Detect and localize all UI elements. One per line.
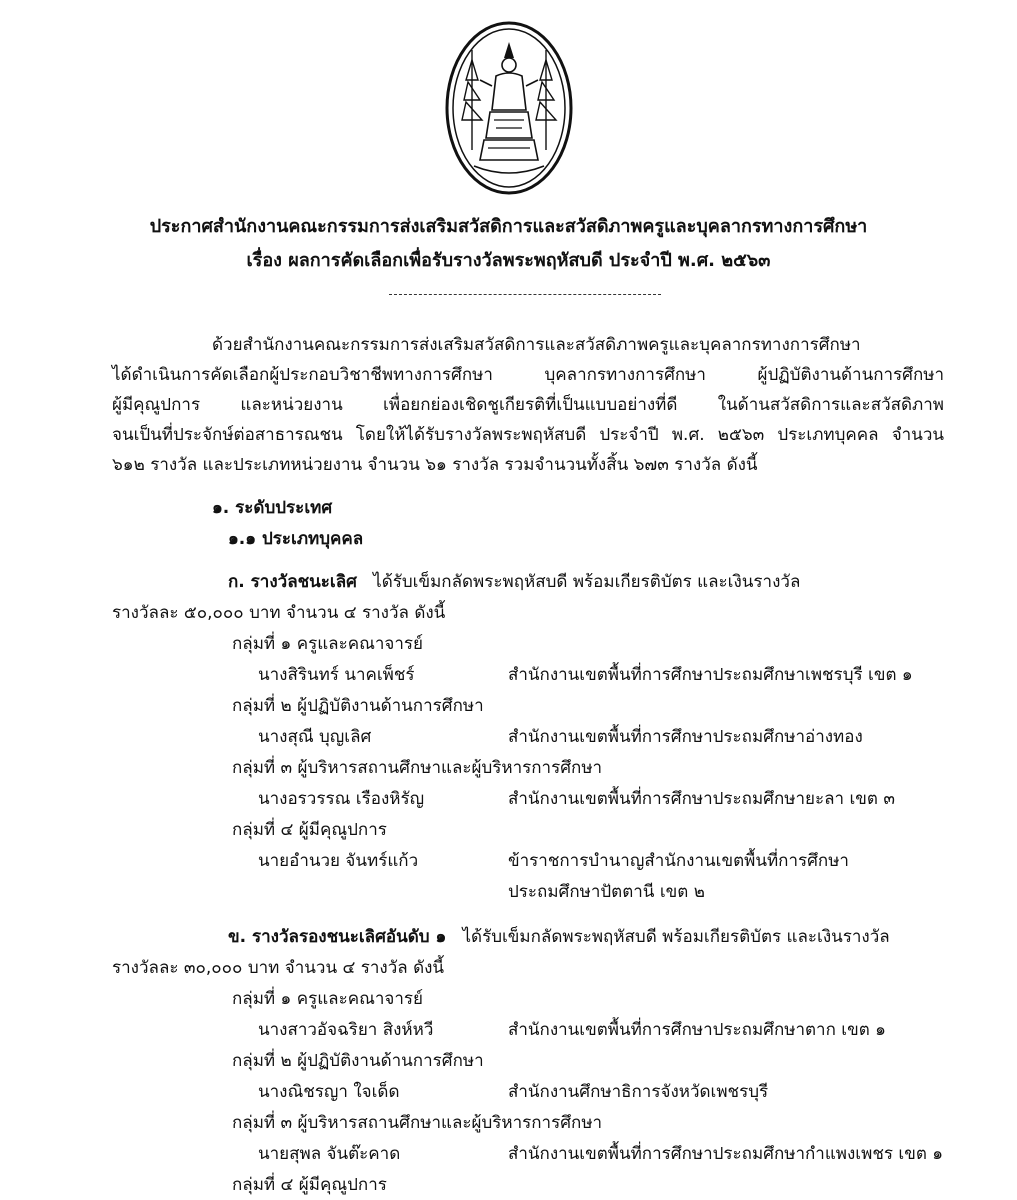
award-a-org-3: สำนักงานเขตพื้นที่การศึกษาประถมศึกษายะลา เขต ๓ — [508, 789, 895, 809]
award-a-name-3: นางอรวรรณ เรืองหิรัญ — [258, 789, 425, 809]
intro-line-3: ผู้มีคุณูปการ และหน่วยงาน เพื่อยกย่องเชิดชูเกียรติที่เป็นแบบอย่างที่ดี ในด้านสวัสดิการและสวัสดิภาพ — [112, 395, 944, 415]
section-heading: ๑. ระดับประเทศ — [212, 498, 333, 518]
award-b-org-1: สำนักงานเขตพื้นที่การศึกษาประถมศึกษาตาก เขต ๑ — [508, 1020, 886, 1040]
award-b-desc: ได้รับเข็มกลัดพระพฤหัสบดี พร้อมเกียรติบัตร และเงินรางวัล — [462, 927, 890, 947]
award-b-group-2: กลุ่มที่ ๒ ผู้ปฏิบัติงานด้านการศึกษา — [232, 1051, 484, 1071]
award-a-heading — [228, 570, 800, 594]
award-a-org-4: ข้าราชการบำนาญสำนักงานเขตพื้นที่การศึกษา — [508, 851, 849, 871]
award-b-name-3: นายสุพล จันต๊ะคาด — [258, 1144, 401, 1164]
intro-paragraph — [112, 330, 944, 480]
award-a-name-1: นางสิรินทร์ นาคเพ็ชร์ — [258, 665, 415, 685]
award-a-name-4: นายอำนวย จันทร์แก้ว — [258, 851, 419, 871]
title-divider — [389, 294, 661, 295]
document-title-line2: เรื่อง ผลการคัดเลือกเพื่อรับรางวัลพระพฤหัสบดี ประจำปี พ.ศ. ๒๕๖๓ — [246, 250, 771, 271]
award-b-name-2: นางณิชรญา ใจเด็ด — [258, 1082, 400, 1102]
award-a-group-4: กลุ่มที่ ๔ ผู้มีคุณูปการ — [232, 820, 387, 840]
intro-line-2: ได้ดำเนินการคัดเลือกผู้ประกอบวิชาชีพทางการศึกษา บุคลากรทางการศึกษา ผู้ปฏิบัติงานด้านการศึกษา — [112, 365, 944, 385]
award-a-desc2: รางวัลละ ๕๐,๐๐๐ บาท จำนวน ๔ รางวัล ดังนี้ — [112, 603, 446, 623]
award-b-label: ข. รางวัลรองชนะเลิศอันดับ ๑ — [228, 927, 447, 947]
award-a-desc: ได้รับเข็มกลัดพระพฤหัสบดี พร้อมเกียรติบัตร และเงินรางวัล — [373, 572, 801, 592]
award-b-group-3: กลุ่มที่ ๓ ผู้บริหารสถานศึกษาและผู้บริหารการศึกษา — [232, 1113, 603, 1133]
subsection-heading: ๑.๑ ประเภทบุคคล — [228, 529, 364, 549]
award-a-name-2: นางสุณี บุญเลิศ — [258, 727, 372, 747]
award-a-group-3: กลุ่มที่ ๓ ผู้บริหารสถานศึกษาและผู้บริหารการศึกษา — [232, 758, 603, 778]
award-b-name-1: นางสาวอัจฉริยา สิงห์หวี — [258, 1020, 434, 1040]
award-a-org-2: สำนักงานเขตพื้นที่การศึกษาประถมศึกษาอ่างทอง — [508, 727, 863, 747]
award-a-group-2: กลุ่มที่ ๒ ผู้ปฏิบัติงานด้านการศึกษา — [232, 696, 484, 716]
award-b-heading — [228, 925, 890, 949]
award-b-org-2: สำนักงานศึกษาธิการจังหวัดเพชรบุรี — [508, 1082, 769, 1102]
award-b-group-4: กลุ่มที่ ๔ ผู้มีคุณูปการ — [232, 1175, 387, 1195]
award-a-org-1: สำนักงานเขตพื้นที่การศึกษาประถมศึกษาเพชรบุรี เขต ๑ — [508, 665, 913, 685]
intro-line-5: ๖๑๒ รางวัล และประเภทหน่วยงาน จำนวน ๖๑ รางวัล รวมจำนวนทั้งสิ้น ๖๗๓ รางวัล ดังนี้ — [112, 455, 758, 475]
award-a-org-4-cont: ประถมศึกษาปัตตานี เขต ๒ — [508, 882, 705, 902]
intro-line-1: ด้วยสำนักงานคณะกรรมการส่งเสริมสวัสดิการและสวัสดิภาพครูและบุคลากรทางการศึกษา — [212, 335, 861, 355]
award-a-label: ก. รางวัลชนะเลิศ — [228, 572, 357, 592]
award-a-group-1: กลุ่มที่ ๑ ครูและคณาจารย์ — [232, 634, 424, 654]
intro-line-4: จนเป็นที่ประจักษ์ต่อสาธารณชน โดยให้ได้รับรางวัลพระพฤหัสบดี ประจำปี พ.ศ. ๒๕๖๓ ประเภทบุคคล จำนวน — [112, 425, 944, 445]
document-title-line1: ประกาศสำนักงานคณะกรรมการส่งเสริมสวัสดิการและสวัสดิภาพครูและบุคลากรทางการศึกษา — [149, 216, 868, 237]
award-b-desc2: รางวัลละ ๓๐,๐๐๐ บาท จำนวน ๔ รางวัล ดังนี้ — [112, 958, 445, 978]
award-b-group-1: กลุ่มที่ ๑ ครูและคณาจารย์ — [232, 989, 424, 1009]
garuda-seal-icon — [444, 20, 574, 196]
award-b-org-3: สำนักงานเขตพื้นที่การศึกษาประถมศึกษากำแพงเพชร เขต ๑ — [508, 1144, 944, 1164]
